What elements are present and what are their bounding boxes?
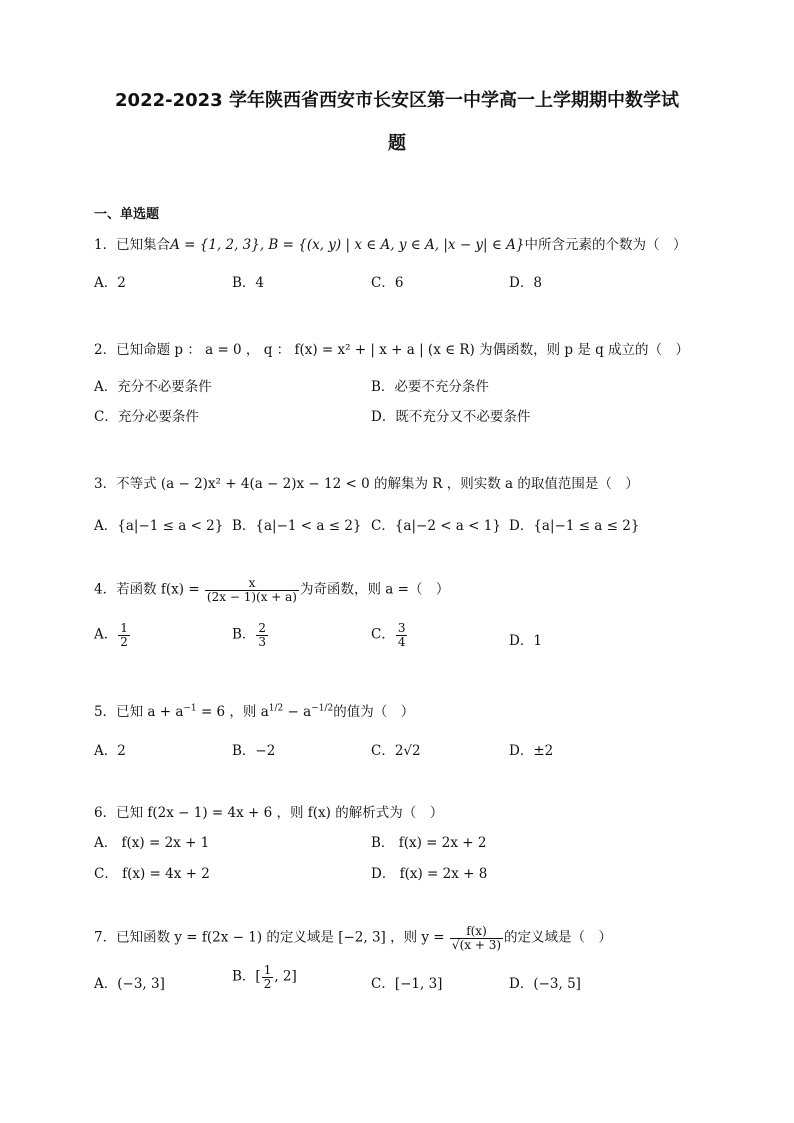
q5-exponent-3: −1/2 [311,703,334,714]
q7-option-b-label: B． [232,968,256,985]
q4-option-c-label: C． [371,626,395,643]
q5-option-d: D．±2 [509,743,554,759]
q4-option-a-label: A． [94,626,118,643]
q6-option-d: D． f(x) = 2x + 8 [371,866,488,882]
q7-option-b-bracket-close: , 2] [274,968,297,985]
question-5 [94,700,414,720]
q5-stem-pre: 5．已知 a + a [94,704,184,720]
q1-option-b: B．4 [232,275,265,291]
q7-option-d: D．(−3, 5] [509,976,581,992]
q4-option-b-label: B． [232,626,256,643]
q1-stem-pre: 1．已知集合 [94,237,171,253]
q1-option-a: A．2 [94,275,126,291]
q7-option-b [232,964,297,990]
q2-option-a: A．充分不必要条件 [94,379,212,395]
q5-stem-post: 的值为（ ） [333,704,415,720]
q3-option-b: B．{a|−1 < a ≤ 2} [232,518,362,534]
q5-option-a: A．2 [94,743,126,759]
question-2: 2．已知命题 p ： a = 0 ， q ： f(x) = x² + | x + a | (x ∈ R) 为偶函数，则 p 是 q 成立的（ ） [94,342,690,358]
q1-stem-post: 中所含元素的个数为（ ） [524,237,687,253]
q4-option-d: D．1 [509,633,542,649]
q4-fraction-numerator: x [205,577,299,591]
q3-option-c: C．{a|−2 < a < 1} [371,518,501,534]
exam-title-line1: 2022-2023 学年陕西省西安市长安区第一中学高一上学期期中数学试 [115,90,679,111]
q7-option-a: A．(−3, 3] [94,976,165,992]
section-heading: 一、单选题 [94,207,160,222]
q5-option-c: C．2√2 [371,743,421,759]
q4-option-a-num: 1 [120,621,128,635]
question-3: 3．不等式 (a − 2)x² + 4(a − 2)x − 12 < 0 的解集为 R ，则实数 a 的取值范围是（ ） [94,476,639,492]
q7-option-b-den: 2 [263,976,272,991]
q1-option-d: D．8 [509,275,542,291]
q5-stem-mid2: − a [283,704,312,720]
q1-stem-math: A = {1, 2, 3}, B = {(x, y) | x ∈ A, y ∈ A, |x − y| ∈ A} [170,237,525,253]
q4-stem-post: 为奇函数，则 a =（ ） [299,581,450,598]
q2-option-d: D．既不充分又不必要条件 [371,409,531,425]
q4-fraction-denominator: (2x − 1)(x + a) [206,589,297,604]
q7-fraction-denominator: √(x + 3) [451,937,502,952]
q5-stem-mid: = 6 ，则 a [196,704,269,720]
q4-stem-pre: 4．若函数 f(x) = [94,581,204,598]
question-4 [94,577,449,603]
q7-option-b-fraction [262,964,274,990]
q4-option-b-fraction [256,622,268,648]
q5-exponent-1: −1 [183,703,197,714]
q2-option-c: C．充分必要条件 [94,409,199,425]
q7-stem-post: 的定义域是（ ） [504,929,613,946]
q7-option-b-bracket-open: [ [255,968,261,985]
q7-stem-pre: 7．已知函数 y = f(2x − 1) 的定义域是 [−2, 3] ，则 y = [94,929,449,946]
q5-exponent-2: 1/2 [268,703,284,714]
q4-option-a [94,622,131,648]
q3-option-a: A．{a|−1 ≤ a < 2} [94,518,224,534]
q4-option-b-num: 2 [258,621,267,635]
q4-option-a-fraction [118,622,130,648]
q4-option-c [371,622,408,648]
q7-fraction-numerator: f(x) [450,925,503,939]
q7-option-b-num: 1 [263,963,272,977]
q6-option-c: C． f(x) = 4x + 2 [94,866,210,882]
question-7 [94,925,612,951]
q4-fraction [205,577,299,603]
q4-option-c-fraction [396,622,408,648]
q4-option-a-den: 2 [120,634,128,649]
exam-title-line2: 题 [388,133,406,154]
q7-option-c: C．[−1, 3] [371,976,443,992]
q4-option-c-num: 3 [397,621,406,635]
q3-option-d: D．{a|−1 ≤ a ≤ 2} [509,518,640,534]
q5-option-b: B．−2 [232,743,276,759]
q7-fraction [450,925,503,951]
question-6: 6．已知 f(2x − 1) = 4x + 6 ，则 f(x) 的解析式为（ ） [94,805,444,821]
q4-option-c-den: 4 [397,634,406,649]
question-1 [94,233,687,253]
q2-option-b: B．必要不充分条件 [371,379,489,395]
q4-option-b [232,622,269,648]
q4-option-b-den: 3 [258,634,267,649]
q6-option-a: A． f(x) = 2x + 1 [94,835,210,851]
q6-option-b: B． f(x) = 2x + 2 [371,835,487,851]
q1-option-c: C．6 [371,275,404,291]
